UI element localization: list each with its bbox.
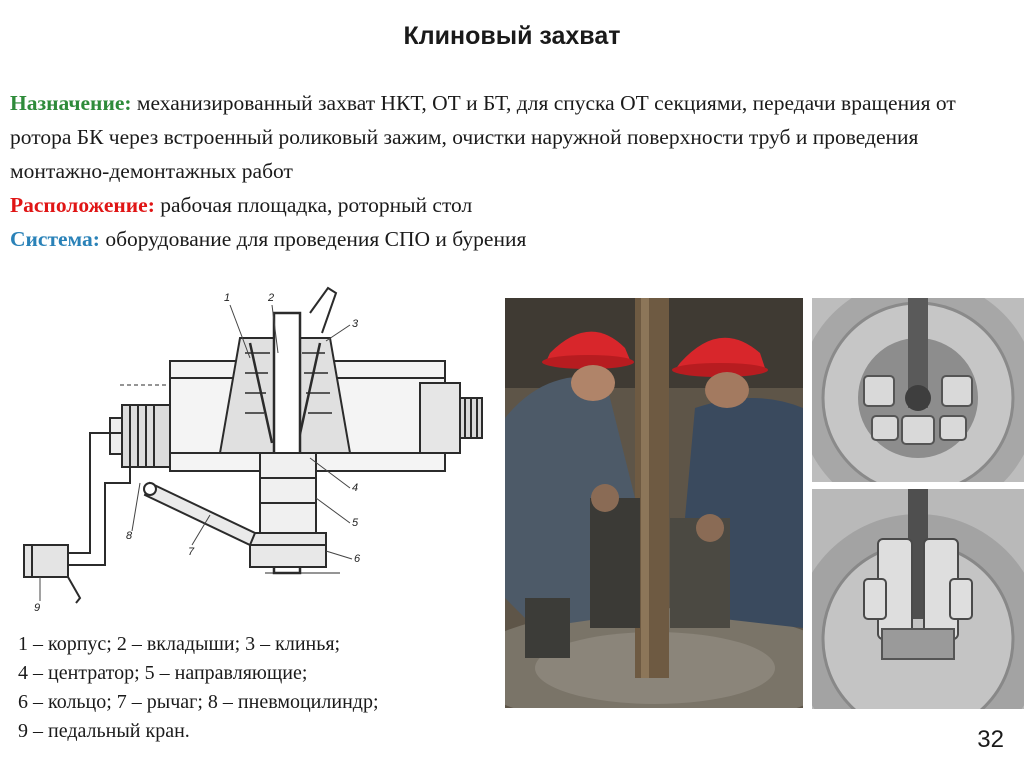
purpose-paragraph xyxy=(10,86,1010,188)
grip-photo-bottom xyxy=(812,489,1024,709)
legend-line: 9 – педальный кран. xyxy=(18,720,190,742)
workers-photo xyxy=(505,298,803,708)
location-paragraph xyxy=(10,188,1010,222)
callout-4: 4 xyxy=(352,482,359,494)
grip-photo-top xyxy=(812,298,1024,482)
description-block xyxy=(10,86,1010,256)
page-number: 32 xyxy=(977,726,1004,753)
callout-8: 8 xyxy=(126,530,133,542)
wedge-grip-diagram xyxy=(10,283,498,613)
system-paragraph xyxy=(10,222,1010,256)
system-label: Система: xyxy=(10,227,100,251)
location-label: Расположение: xyxy=(10,193,155,217)
location-text: рабочая площадка, роторный стол xyxy=(154,193,473,217)
purpose-label: Назначение: xyxy=(10,91,132,115)
slide-title: Клиновый захват xyxy=(403,22,621,50)
system-text: оборудование для проведения СПО и бурения xyxy=(99,227,527,251)
callout-9: 9 xyxy=(34,602,41,613)
callout-7: 7 xyxy=(188,546,195,558)
callout-2: 2 xyxy=(268,292,275,304)
callout-6: 6 xyxy=(354,553,361,565)
legend-line: 6 – кольцо; 7 – рычаг; 8 – пневмоцилиндр; xyxy=(18,691,379,713)
callout-1: 1 xyxy=(224,292,231,304)
purpose-text: механизированный захват НКТ, ОТ и БТ, для спуска ОТ секциями, передачи вращения от ротора БК через встроенный роликовый зажим, очистки наружной поверхности труб и проведения монтажно-демонтажных работ xyxy=(10,91,956,183)
legend-line: 4 – центратор; 5 – направляющие; xyxy=(18,662,308,684)
legend-line: 1 – корпус; 2 – вкладыши; 3 – клинья; xyxy=(18,633,341,655)
callout-3: 3 xyxy=(352,318,359,330)
callout-5: 5 xyxy=(352,517,359,529)
diagram-legend xyxy=(18,630,498,746)
